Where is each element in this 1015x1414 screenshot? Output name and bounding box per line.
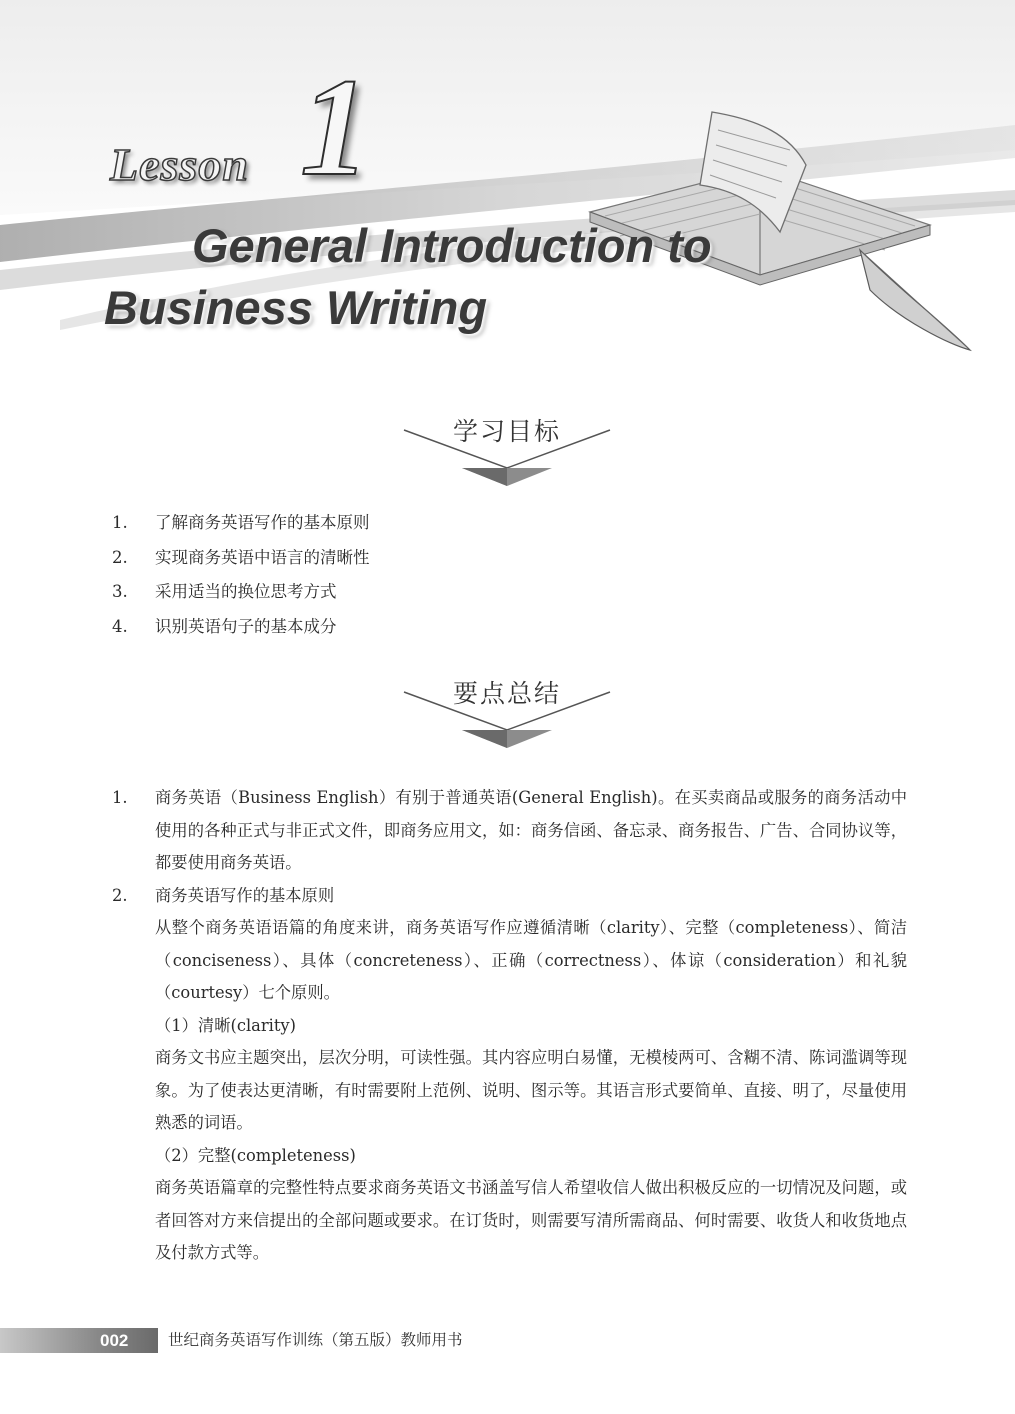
summary-heading (402, 670, 612, 760)
lesson-number: 1 (300, 50, 370, 205)
list-item: 1. 了解商务英语写作的基本原则 (112, 513, 370, 532)
completeness-body: 商务英语篇章的完整性特点要求商务英语文书涵盖写信人希望收信人做出积极反应的一切情况及问题，或者回答对方来信提出的全部问题或要求。在订货时，则需要写清所需商品、何时需要、收货人和收货地点及付款方式等。 (155, 1178, 907, 1262)
page-number: 002 (100, 1331, 129, 1350)
summary-point-1: 1. 商务英语（Business English）有别于普通英语(General English)。在买卖商品或服务的商务活动中使用的各种正式与非正式文件，即商务应用文，如：商务信函、备忘录、商务报告、广告、合同协议等，都要使用商务英语。 (112, 788, 907, 872)
clarity-body: 商务文书应主题突出，层次分明，可读性强。其内容应明白易懂，无模棱两可、含糊不清、陈词滥调等现象。为了使表达更清晰，有时需要附上范例、说明、图示等。其语言形式要简单、直接、明了，尽量使用熟悉的词语。 (155, 1048, 907, 1132)
objectives-list (112, 508, 712, 646)
list-item: 2. 实现商务英语中语言的清晰性 (112, 547, 370, 567)
lesson-title-line-1: General Introduction to (192, 219, 712, 272)
completeness-subheading: （2）完整(completeness) (155, 1145, 356, 1165)
quill-feather-icon (860, 250, 970, 350)
summary-body (112, 782, 907, 1270)
list-item: 3. 采用适当的换位思考方式 (112, 582, 337, 601)
lesson-title-line-2: Business Writing (104, 281, 488, 334)
list-item: 4. 识别英语句子的基本成分 (112, 616, 337, 636)
summary-point-2-title: 2. 商务英语写作的基本原则 (112, 885, 335, 905)
header-banner-art (0, 0, 1015, 400)
clarity-subheading: （1）清晰(clarity) (155, 1015, 296, 1035)
lesson-label: Lesson (110, 139, 249, 190)
footer-bar (0, 1328, 158, 1353)
summary-heading-label: 要点总结 (452, 679, 561, 708)
summary-point-2-body: 从整个商务英语语篇的角度来讲，商务英语写作应遵循清晰（clarity）、完整（completeness）、简洁（conciseness）、具体（concreteness）、正确（correctness）、体谅（consideration）和礼貌（courtesy）七个原则。 (155, 918, 907, 1002)
book-title: 世纪商务英语写作训练（第五版）教师用书 (168, 1331, 463, 1349)
objectives-heading (402, 408, 612, 498)
objectives-heading-label: 学习目标 (452, 417, 561, 446)
